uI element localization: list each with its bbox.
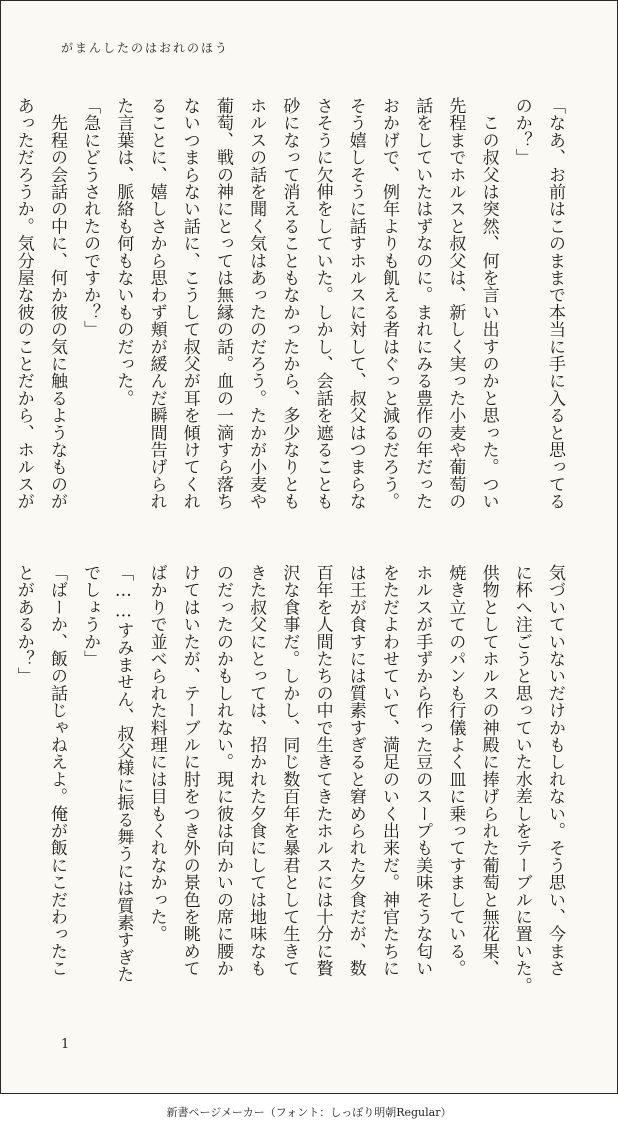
text-line: 葡萄、戦の神にとっては無縁の話。血の一滴すら落ち bbox=[212, 97, 233, 510]
text-line: とがあるか？」 bbox=[13, 564, 34, 685]
text-line: おかげで、例年よりも飢える者はぐっと減るだろう。 bbox=[378, 97, 399, 510]
text-line: 百年を人間たちの中で生きてきたホルスには十分に贅 bbox=[312, 564, 333, 977]
text-line: をただよわせていて、満足のいく出来だ。神官たちに bbox=[378, 564, 399, 977]
footer-credit: 新書ページメーカー（フォント：しっぽり明朝Regular） bbox=[166, 1106, 452, 1119]
text-line: 「ばーか、飯の話じゃねえよ。俺が飯にこだわったこ bbox=[46, 564, 67, 977]
text-line: た言葉は、脈絡も何もないものだった。 bbox=[113, 97, 134, 407]
upper-text-block bbox=[7, 97, 571, 537]
text-line: けてはいたが、テーブルに肘をつき外の景色を眺めて bbox=[179, 564, 200, 977]
text-line: ないつまらない話に、こうして叔父が耳を傾けてくれ bbox=[179, 97, 200, 510]
lower-text-block bbox=[7, 564, 571, 1004]
text-line: 「急にどうされたのですか？」 bbox=[80, 97, 101, 338]
text-line: 「なあ、お前はこのままで本当に手に入ると思ってる bbox=[545, 97, 565, 510]
text-line: 砂になって消えることもなかったから、多少なりとも bbox=[279, 97, 300, 510]
text-line: 先程の会話の中に、何か彼の気に触るようなものが bbox=[46, 97, 67, 510]
text-line: のか？」 bbox=[511, 97, 532, 166]
text-line: 焼き立てのパンも行儀よく皿に乗ってすましている。 bbox=[445, 564, 466, 977]
text-line: さそうに欠伸をしていた。しかし、会話を遮ることも bbox=[312, 97, 333, 510]
text-line: ることに、嬉しさから思わず頬が緩んだ瞬間告げられ bbox=[146, 97, 167, 510]
text-line: 先程までホルスと叔父は、新しく実った小麦や葡萄の bbox=[445, 97, 466, 510]
text-line: でしょうか」 bbox=[80, 564, 101, 668]
text-line: ホルスの話を聞く気はあったのだろう。たかが小麦や bbox=[246, 97, 267, 510]
text-line: あっただろうか。気分屋な彼のことだから、ホルスが bbox=[13, 97, 34, 510]
text-line: 供物としてホルスの神殿に捧げられた葡萄と無花果、 bbox=[478, 564, 499, 977]
text-line: 沢な食事だ。しかし、同じ数百年を暴君として生きて bbox=[279, 564, 300, 977]
page-number: 1 bbox=[61, 1037, 70, 1052]
text-line: 気づいていないだけかもしれない。そう思い、今まさ bbox=[545, 564, 565, 977]
page-header-title: がまんしたのはおれのほう bbox=[61, 41, 230, 55]
text-line: は王が食すには質素すぎると窘められた夕食だが、数 bbox=[345, 564, 366, 977]
text-line: 話をしていたはずなのに。まれにみる豊作の年だった bbox=[412, 97, 433, 510]
text-line: この叔父は突然、何を言い出すのかと思った。つい bbox=[478, 97, 499, 510]
text-line: ばかりで並べられた料理には目もくれなかった。 bbox=[146, 564, 167, 943]
text-line: ホルスが手ずから作った豆のスープも美味そうな匂い bbox=[412, 564, 433, 977]
text-line: 「……すみません、叔父様に振る舞うには質素すぎた bbox=[113, 564, 134, 983]
text-line: きた叔父にとっては、招かれた夕食にしては地味なも bbox=[246, 564, 267, 977]
text-line: そう嬉しそうに話すホルスに対して、叔父はつまらな bbox=[345, 97, 366, 510]
text-line: のだったのかもしれない。現に彼は向かいの席に腰か bbox=[212, 564, 233, 977]
text-line: に杯へ注ごうと思っていた水差しをテーブルに置いた。 bbox=[511, 564, 532, 994]
